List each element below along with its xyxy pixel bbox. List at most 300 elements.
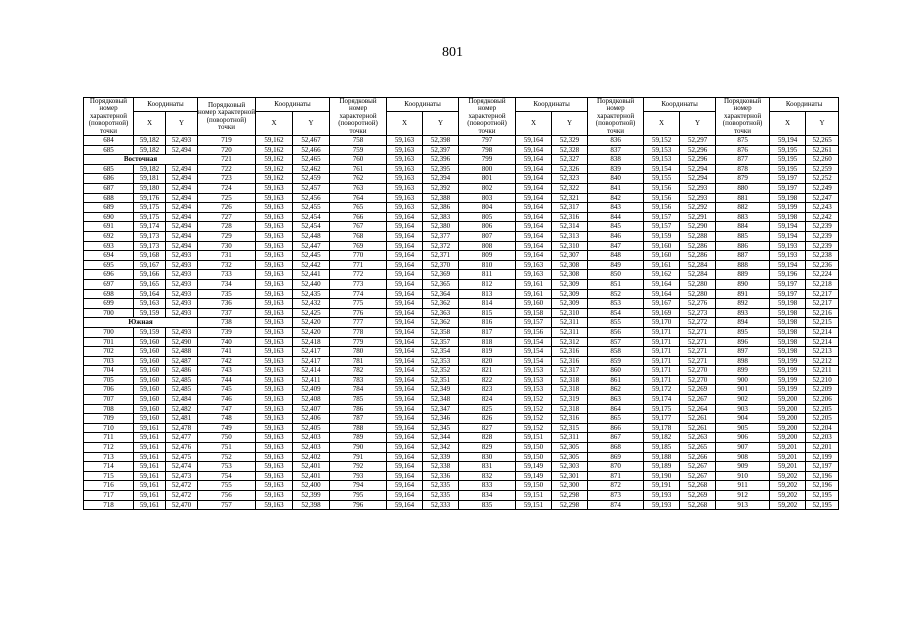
point-number-header: Порядковый номер характерной (поворотной) точки (459, 98, 516, 136)
table-row (84, 356, 839, 366)
coordinates-header: Координаты (516, 98, 588, 112)
coord-y: 52,362 (423, 299, 459, 309)
coord-y: 52,322 (552, 184, 588, 194)
point-number: 837 (588, 145, 644, 155)
coord-x: 59,164 (387, 481, 423, 491)
coord-y: 52,441 (293, 270, 330, 280)
point-number: 740 (198, 337, 256, 347)
point-number: 702 (84, 347, 134, 357)
coord-x: 59,164 (516, 164, 552, 174)
coord-y: 52,345 (423, 423, 459, 433)
coord-x: 59,160 (134, 337, 166, 347)
coord-x: 59,163 (256, 471, 293, 481)
coord-y: 52,440 (293, 279, 330, 289)
coord-x: 59,154 (644, 164, 680, 174)
coord-y: 52,293 (680, 193, 716, 203)
coord-y: 52,352 (423, 366, 459, 376)
point-number: 841 (588, 184, 644, 194)
coord-y: 52,494 (166, 184, 198, 194)
point-number: 736 (198, 299, 256, 309)
coord-y: 52,493 (166, 289, 198, 299)
coord-x: 59,185 (644, 443, 680, 453)
point-number: 721 (198, 155, 256, 165)
point-number: 826 (459, 414, 516, 424)
coord-x: 59,161 (134, 452, 166, 462)
table-row (84, 184, 839, 194)
point-number: 747 (198, 404, 256, 414)
point-number: 698 (84, 289, 134, 299)
coord-x: 59,164 (387, 404, 423, 414)
point-number: 899 (716, 366, 770, 376)
coord-x: 59,193 (770, 241, 806, 251)
point-number: 727 (198, 212, 256, 222)
coord-x: 59,164 (387, 443, 423, 453)
coord-y: 52,454 (293, 212, 330, 222)
coord-y: 52,284 (680, 270, 716, 280)
coord-y: 52,417 (293, 347, 330, 357)
coord-y: 52,493 (166, 308, 198, 318)
coord-y: 52,319 (552, 395, 588, 405)
coord-y: 52,369 (423, 270, 459, 280)
coord-y: 52,316 (552, 356, 588, 366)
coord-x: 59,163 (256, 184, 293, 194)
point-number: 844 (588, 212, 644, 222)
point-number: 715 (84, 471, 134, 481)
coord-x: 59,164 (387, 251, 423, 261)
coord-x: 59,164 (387, 308, 423, 318)
coord-y: 52,326 (552, 164, 588, 174)
point-number: 816 (459, 318, 516, 328)
coord-y: 52,294 (680, 174, 716, 184)
coord-y: 52,247 (806, 193, 839, 203)
table-body (84, 136, 839, 510)
coord-y: 52,252 (806, 174, 839, 184)
coord-y: 52,316 (552, 414, 588, 424)
coord-y: 52,209 (806, 385, 839, 395)
coord-x: 59,171 (644, 375, 680, 385)
coord-x: 59,164 (387, 395, 423, 405)
point-number: 693 (84, 241, 134, 251)
point-number: 889 (716, 270, 770, 280)
coord-x: 59,161 (644, 260, 680, 270)
point-number: 788 (330, 423, 387, 433)
point-number: 696 (84, 270, 134, 280)
coord-y: 52,205 (806, 414, 839, 424)
coord-y: 52,338 (423, 462, 459, 472)
point-number: 838 (588, 155, 644, 165)
coord-x: 59,176 (134, 193, 166, 203)
point-number: 874 (588, 500, 644, 510)
point-number: 781 (330, 356, 387, 366)
point-number: 751 (198, 443, 256, 453)
point-number: 888 (716, 260, 770, 270)
point-number: 903 (716, 404, 770, 414)
point-number: 778 (330, 327, 387, 337)
coord-y: 52,217 (806, 289, 839, 299)
point-number: 867 (588, 433, 644, 443)
coord-x: 59,163 (256, 491, 293, 501)
coord-x: 59,202 (770, 500, 806, 510)
point-number: 827 (459, 423, 516, 433)
point-number: 717 (84, 491, 134, 501)
point-number: 689 (84, 203, 134, 213)
coord-x: 59,160 (134, 385, 166, 395)
coord-x: 59,173 (134, 231, 166, 241)
coord-x: 59,163 (256, 251, 293, 261)
coord-y: 52,484 (166, 395, 198, 405)
point-number: 722 (198, 164, 256, 174)
coord-x: 59,163 (256, 356, 293, 366)
coord-y: 52,351 (423, 375, 459, 385)
coord-x: 59,193 (644, 500, 680, 510)
table-row (84, 222, 839, 232)
point-number: 759 (330, 145, 387, 155)
coord-y: 52,316 (552, 212, 588, 222)
point-number: 834 (459, 491, 516, 501)
coord-x: 59,164 (387, 222, 423, 232)
coord-x: 59,197 (770, 279, 806, 289)
table-row (84, 203, 839, 213)
table-row (84, 308, 839, 318)
coord-x: 59,163 (256, 299, 293, 309)
coord-x: 59,171 (644, 327, 680, 337)
coord-x: 59,175 (134, 203, 166, 213)
coord-x: 59,152 (516, 414, 552, 424)
coord-x: 59,158 (516, 308, 552, 318)
table-row (84, 404, 839, 414)
point-number: 729 (198, 231, 256, 241)
coord-x: 59,163 (256, 212, 293, 222)
point-number: 819 (459, 347, 516, 357)
point-number: 741 (198, 347, 256, 357)
coord-x: 59,163 (256, 347, 293, 357)
coord-x: 59,164 (387, 347, 423, 357)
point-number: 688 (84, 193, 134, 203)
coord-y: 52,407 (293, 404, 330, 414)
coord-y: 52,455 (293, 203, 330, 213)
y-header: Y (680, 112, 716, 136)
point-number: 880 (716, 184, 770, 194)
coord-x: 59,193 (770, 251, 806, 261)
coord-x: 59,198 (770, 318, 806, 328)
point-number: 716 (84, 481, 134, 491)
coord-x: 59,198 (770, 299, 806, 309)
table-row (84, 481, 839, 491)
point-number: 848 (588, 251, 644, 261)
coord-y: 52,242 (806, 212, 839, 222)
coord-x: 59,154 (516, 337, 552, 347)
point-number: 902 (716, 395, 770, 405)
coord-y: 52,210 (806, 375, 839, 385)
coord-x: 59,170 (644, 318, 680, 328)
point-number: 782 (330, 366, 387, 376)
point-number: 707 (84, 395, 134, 405)
coord-x: 59,151 (516, 433, 552, 443)
coord-x: 59,164 (387, 366, 423, 376)
coord-x: 59,163 (256, 241, 293, 251)
coord-x: 59,199 (770, 356, 806, 366)
coord-x: 59,164 (387, 385, 423, 395)
table-row (84, 145, 839, 155)
point-number: 900 (716, 375, 770, 385)
coord-y: 52,494 (166, 164, 198, 174)
coord-x: 59,163 (256, 318, 293, 328)
coord-x: 59,160 (134, 404, 166, 414)
coord-x: 59,164 (644, 289, 680, 299)
coord-x: 59,163 (256, 279, 293, 289)
point-number: 857 (588, 337, 644, 347)
coord-y: 52,347 (423, 404, 459, 414)
point-number-header: Порядковый номер характерной (поворотной) точки (198, 98, 256, 136)
coord-y: 52,476 (166, 443, 198, 453)
coord-x: 59,161 (134, 423, 166, 433)
coord-y: 52,394 (423, 174, 459, 184)
point-number: 807 (459, 231, 516, 241)
coord-y: 52,267 (680, 462, 716, 472)
point-number: 873 (588, 491, 644, 501)
coord-y: 52,311 (552, 318, 588, 328)
coord-y: 52,406 (293, 414, 330, 424)
coord-y: 52,401 (293, 471, 330, 481)
point-number: 724 (198, 184, 256, 194)
coord-x: 59,156 (644, 203, 680, 213)
coord-x: 59,164 (516, 212, 552, 222)
coord-x: 59,177 (644, 414, 680, 424)
coord-y: 52,470 (166, 500, 198, 510)
coord-x: 59,182 (134, 145, 166, 155)
coord-x: 59,169 (644, 308, 680, 318)
point-number: 822 (459, 375, 516, 385)
table-row (84, 193, 839, 203)
coord-y: 52,333 (423, 500, 459, 510)
y-header: Y (166, 112, 198, 136)
point-number: 912 (716, 491, 770, 501)
point-number: 773 (330, 279, 387, 289)
coord-y: 52,196 (806, 471, 839, 481)
coord-y: 52,494 (166, 222, 198, 232)
point-number: 851 (588, 279, 644, 289)
point-number: 828 (459, 433, 516, 443)
point-number: 694 (84, 251, 134, 261)
coord-x: 59,182 (134, 136, 166, 146)
coord-x: 59,163 (256, 433, 293, 443)
coord-y: 52,353 (423, 356, 459, 366)
coord-y: 52,271 (680, 337, 716, 347)
coord-y: 52,276 (680, 299, 716, 309)
coord-x: 59,163 (387, 203, 423, 213)
point-number: 726 (198, 203, 256, 213)
coord-x: 59,163 (256, 289, 293, 299)
coord-y: 52,346 (423, 414, 459, 424)
point-number: 685 (84, 145, 134, 155)
point-number: 700 (84, 327, 134, 337)
coord-x: 59,161 (134, 433, 166, 443)
coord-y: 52,386 (423, 203, 459, 213)
coord-y: 52,268 (680, 481, 716, 491)
coord-y: 52,211 (806, 366, 839, 376)
table-row (84, 327, 839, 337)
coord-y: 52,409 (293, 385, 330, 395)
point-number: 856 (588, 327, 644, 337)
table-row (84, 212, 839, 222)
point-number: 817 (459, 327, 516, 337)
coord-y: 52,199 (806, 452, 839, 462)
table-row (84, 500, 839, 510)
coord-x: 59,163 (256, 452, 293, 462)
coord-y: 52,344 (423, 433, 459, 443)
coord-x: 59,153 (644, 155, 680, 165)
coord-y: 52,398 (423, 136, 459, 146)
coord-y: 52,398 (293, 500, 330, 510)
point-number: 896 (716, 337, 770, 347)
coord-y: 52,216 (806, 308, 839, 318)
coord-x: 59,152 (516, 395, 552, 405)
coord-x: 59,198 (770, 347, 806, 357)
point-number: 907 (716, 443, 770, 453)
point-number: 713 (84, 452, 134, 462)
coord-y: 52,261 (806, 145, 839, 155)
coord-x: 59,164 (387, 279, 423, 289)
point-number: 750 (198, 433, 256, 443)
coord-x: 59,200 (770, 423, 806, 433)
coord-y: 52,454 (293, 222, 330, 232)
point-number: 686 (84, 174, 134, 184)
coord-x: 59,161 (134, 462, 166, 472)
coord-x: 59,152 (516, 423, 552, 433)
coord-x: 59,190 (644, 471, 680, 481)
coord-x: 59,194 (770, 260, 806, 270)
coord-y: 52,475 (166, 452, 198, 462)
header-row (84, 98, 839, 112)
coord-y: 52,494 (166, 212, 198, 222)
point-number: 909 (716, 462, 770, 472)
coord-y: 52,288 (680, 231, 716, 241)
coord-y: 52,205 (806, 404, 839, 414)
coord-y: 52,305 (552, 452, 588, 462)
point-number: 765 (330, 203, 387, 213)
point-number: 719 (198, 136, 256, 146)
coord-y: 52,218 (806, 279, 839, 289)
coord-x: 59,171 (644, 337, 680, 347)
coord-y: 52,318 (552, 404, 588, 414)
coord-x: 59,163 (256, 193, 293, 203)
point-number: 853 (588, 299, 644, 309)
coord-y: 52,290 (680, 222, 716, 232)
coord-y: 52,348 (423, 395, 459, 405)
coord-y: 52,336 (423, 471, 459, 481)
point-number: 892 (716, 299, 770, 309)
point-number: 840 (588, 174, 644, 184)
coord-x: 59,153 (516, 366, 552, 376)
point-number: 763 (330, 184, 387, 194)
coord-y: 52,265 (680, 443, 716, 453)
coord-x: 59,171 (644, 356, 680, 366)
point-number: 706 (84, 385, 134, 395)
coord-x: 59,164 (387, 375, 423, 385)
point-number: 745 (198, 385, 256, 395)
coord-y: 52,239 (806, 241, 839, 251)
coord-y: 52,271 (680, 327, 716, 337)
point-number: 692 (84, 231, 134, 241)
point-number: 768 (330, 231, 387, 241)
point-number: 738 (198, 318, 256, 328)
coord-y: 52,195 (806, 500, 839, 510)
table-row (84, 375, 839, 385)
coord-x: 59,150 (516, 452, 552, 462)
point-number: 803 (459, 193, 516, 203)
coord-y: 52,260 (806, 155, 839, 165)
point-number: 879 (716, 174, 770, 184)
coord-x: 59,201 (770, 462, 806, 472)
coord-y: 52,259 (806, 164, 839, 174)
point-number: 723 (198, 174, 256, 184)
coord-x: 59,156 (644, 193, 680, 203)
point-number: 742 (198, 356, 256, 366)
point-number: 732 (198, 260, 256, 270)
point-number: 833 (459, 481, 516, 491)
coord-x: 59,164 (516, 241, 552, 251)
point-number: 812 (459, 279, 516, 289)
coord-x: 59,202 (770, 481, 806, 491)
coord-x: 59,197 (770, 174, 806, 184)
coord-x: 59,175 (644, 404, 680, 414)
point-number: 901 (716, 385, 770, 395)
coord-x: 59,163 (256, 404, 293, 414)
coord-x: 59,159 (134, 308, 166, 318)
coordinates-header: Координаты (770, 98, 839, 112)
coord-y: 52,316 (552, 347, 588, 357)
point-number: 757 (198, 500, 256, 510)
coord-y: 52,493 (166, 327, 198, 337)
coord-y: 52,457 (293, 184, 330, 194)
coord-y: 52,317 (552, 203, 588, 213)
coord-x: 59,200 (770, 433, 806, 443)
coord-x: 59,197 (770, 289, 806, 299)
point-number: 875 (716, 136, 770, 146)
coord-x: 59,163 (256, 443, 293, 453)
point-number: 776 (330, 308, 387, 318)
point-number: 699 (84, 299, 134, 309)
coord-x: 59,198 (770, 193, 806, 203)
coord-y: 52,487 (166, 356, 198, 366)
table-row (84, 279, 839, 289)
point-number: 811 (459, 270, 516, 280)
coord-x: 59,152 (644, 136, 680, 146)
point-number: 789 (330, 433, 387, 443)
coord-y: 52,196 (806, 481, 839, 491)
coord-y: 52,432 (293, 299, 330, 309)
coord-y: 52,215 (806, 318, 839, 328)
coord-y: 52,314 (552, 222, 588, 232)
coord-y: 52,224 (806, 270, 839, 280)
coord-x: 59,173 (134, 241, 166, 251)
coord-y: 52,298 (552, 491, 588, 501)
coord-x: 59,156 (516, 327, 552, 337)
coord-x: 59,200 (770, 404, 806, 414)
coord-x: 59,200 (770, 395, 806, 405)
coord-y: 52,403 (293, 443, 330, 453)
coord-y: 52,388 (423, 193, 459, 203)
coord-x: 59,161 (134, 500, 166, 510)
point-number: 769 (330, 241, 387, 251)
coord-x: 59,202 (770, 471, 806, 481)
coordinates-header: Координаты (387, 98, 459, 112)
coord-y: 52,403 (293, 433, 330, 443)
point-number: 796 (330, 500, 387, 510)
coord-x: 59,162 (256, 164, 293, 174)
coord-x: 59,150 (516, 481, 552, 491)
point-number: 825 (459, 404, 516, 414)
